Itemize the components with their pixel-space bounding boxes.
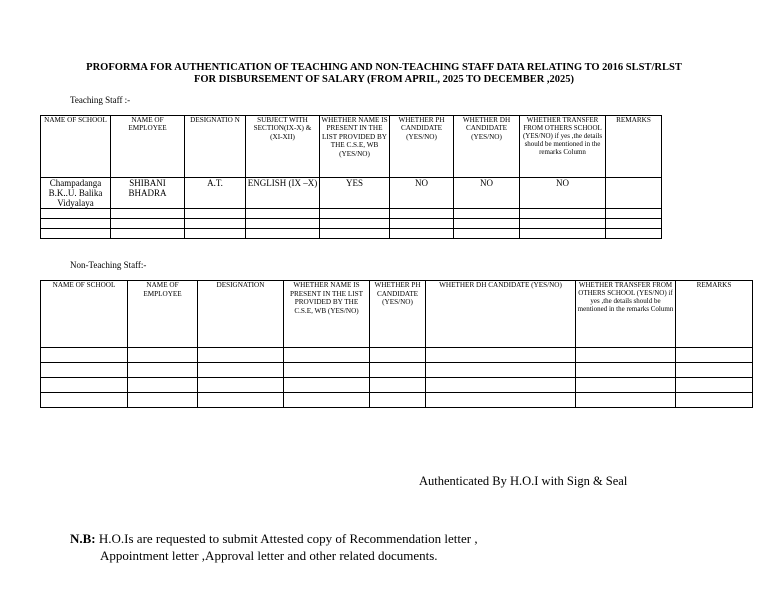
- header-dh-candidate: WHETHER DH CANDIDATE (YES/NO): [426, 281, 576, 348]
- note-prefix: N.B:: [70, 531, 96, 546]
- header-name-of-school: NAME OF SCHOOL: [41, 116, 111, 178]
- authentication-line: Authenticated By H.O.I with Sign & Seal: [419, 474, 628, 488]
- header-name-of-employee: NAME OF EMPLOYEE: [128, 281, 198, 348]
- cell-employee: SHIBANI BHADRA: [111, 178, 185, 209]
- non-teaching-staff-table: [40, 280, 753, 408]
- cell-dh: NO: [454, 178, 520, 209]
- header-dh-candidate: WHETHER DH CANDIDATE (YES/NO): [454, 116, 520, 178]
- non-teaching-staff-label: Non-Teaching Staff:-: [70, 260, 147, 270]
- header-designation: DESIGNATION: [198, 281, 284, 348]
- cell-transfer: NO: [520, 178, 606, 209]
- table-row: [41, 209, 662, 219]
- table-row: [41, 393, 753, 408]
- teaching-staff-label: Teaching Staff :-: [70, 95, 131, 105]
- header-ph-candidate: WHETHER PH CANDIDATE (YES/NO): [390, 116, 454, 178]
- cell-remarks: [606, 178, 662, 209]
- header-remarks: REMARKS: [606, 116, 662, 178]
- header-in-list: WHETHER NAME IS PRESENT IN THE LIST PROVIDED BY THE C.S.E, WB (YES/NO): [320, 116, 390, 178]
- note-line-1: H.O.Is are requested to submit Attested copy of Recommendation letter ,: [95, 531, 478, 546]
- header-ph-candidate: WHETHER PH CANDIDATE (YES/NO): [370, 281, 426, 348]
- non-teaching-header-row: [41, 281, 753, 348]
- header-in-list: WHETHER NAME IS PRESENT IN THE LIST PROVIDED BY THE C.S.E, WB (YES/NO): [284, 281, 370, 348]
- table-row: [41, 178, 662, 209]
- table-row: [41, 378, 753, 393]
- table-row: [41, 219, 662, 229]
- header-designation: DESIGNATIO N: [185, 116, 246, 178]
- note-line-2: Appointment letter ,Approval letter and other related documents.: [100, 548, 438, 563]
- table-row: [41, 363, 753, 378]
- header-name-of-school: NAME OF SCHOOL: [41, 281, 128, 348]
- cell-school: Champadanga B.K..U. Balika Vidyalaya: [41, 178, 111, 209]
- table-row: [41, 348, 753, 363]
- title-line-1: PROFORMA FOR AUTHENTICATION OF TEACHING AND NON-TEACHING STAFF DATA RELATING TO 2016 SLST/RLST: [86, 62, 682, 73]
- header-remarks: REMARKS: [676, 281, 753, 348]
- document-title: [40, 62, 728, 86]
- header-transfer: WHETHER TRANSFER FROM OTHERS SCHOOL (YES/NO) if yes ,the details should be mentioned in the remarks Column: [576, 281, 676, 348]
- note-block: [70, 530, 670, 564]
- cell-subject: ENGLISH (IX –X): [246, 178, 320, 209]
- cell-ph: NO: [390, 178, 454, 209]
- title-line-2: FOR DISBURSEMENT OF SALARY (FROM APRIL, 2025 TO DECEMBER ,2025): [193, 74, 575, 85]
- teaching-staff-table: [40, 115, 662, 239]
- cell-in-list: YES: [320, 178, 390, 209]
- header-subject: SUBJECT WITH SECTION(IX-X) & (XI-XII): [246, 116, 320, 178]
- cell-designation: A.T.: [185, 178, 246, 209]
- header-transfer: WHETHER TRANSFER FROM OTHERS SCHOOL (YES/NO) if yes ,the details should be mentioned in the remarks Column: [520, 116, 606, 178]
- table-row: [41, 229, 662, 239]
- header-name-of-employee: NAME OF EMPLOYEE: [111, 116, 185, 178]
- teaching-header-row: [41, 116, 662, 178]
